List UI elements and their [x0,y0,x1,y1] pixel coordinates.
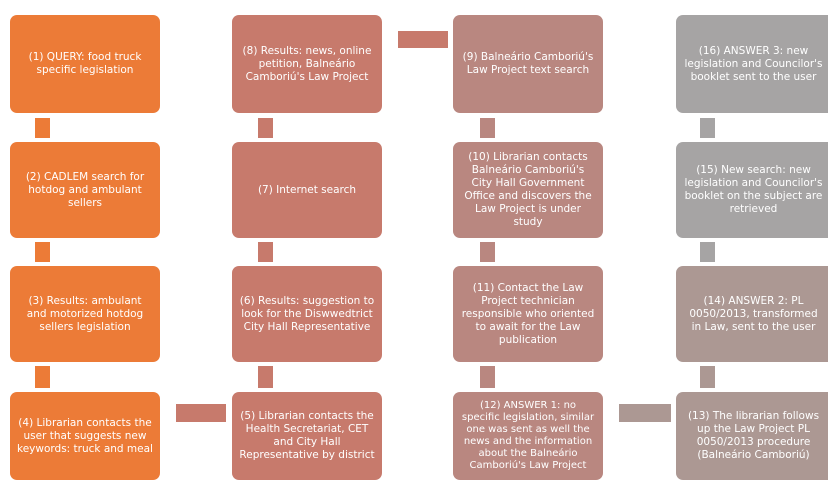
connector-8-9 [398,31,448,48]
connector-6-7 [258,242,273,262]
connector-10-11 [480,242,495,262]
connector-15-16 [700,118,715,138]
node-2-cadlem-search: (2) CADLEM search for hotdog and ambulant sellers [10,142,160,238]
connector-12-13 [619,404,671,422]
node-16-answer-3: (16) ANSWER 3: new legislation and Councilor's booklet sent to the user [676,15,828,113]
node-6-results-suggestion: (6) Results: suggestion to look for the Diswwedtrict City Hall Representative [232,266,382,362]
node-1-query: (1) QUERY: food truck specific legislation [10,15,160,113]
connector-1-2 [35,118,50,138]
node-4-librarian-contacts-user: (4) Librarian contacts the user that suggests new keywords: truck and meal [10,392,160,480]
node-7-internet-search: (7) Internet search [232,142,382,238]
node-3-results: (3) Results: ambulant and motorized hotdog sellers legislation [10,266,160,362]
node-9-law-project-search: (9) Balneário Camboriú's Law Project text search [453,15,603,113]
connector-13-14 [700,366,715,388]
node-11-contact-technician: (11) Contact the Law Project technician responsible who oriented to await for the Law publication [453,266,603,362]
connector-9-10 [480,118,495,138]
node-5-librarian-contacts-health: (5) Librarian contacts the Health Secretariat, CET and City Hall Representative by district [232,392,382,480]
node-14-answer-2: (14) ANSWER 2: PL 0050/2013, transformed in Law, sent to the user [676,266,828,362]
connector-7-8 [258,118,273,138]
connector-11-12 [480,366,495,388]
connector-2-3 [35,242,50,262]
node-13-librarian-follows-up: (13) The librarian follows up the Law Project PL 0050/2013 procedure (Balneário Camboriú) [676,392,828,480]
node-12-answer-1: (12) ANSWER 1: no specific legislation, similar one was sent as well the news and the information about the Balneário Camboriú's Law Project [453,392,603,480]
node-8-results-news: (8) Results: news, online petition, Balneário Camboriú's Law Project [232,15,382,113]
connector-5-6 [258,366,273,388]
connector-4-5 [176,404,226,422]
node-10-librarian-contacts-city-hall: (10) Librarian contacts Balneário Camboriú's City Hall Government Office and discovers the Law Project is under study [453,142,603,238]
connector-3-4 [35,366,50,388]
node-15-new-search: (15) New search: new legislation and Councilor's booklet on the subject are retrieved [676,142,828,238]
connector-14-15 [700,242,715,262]
